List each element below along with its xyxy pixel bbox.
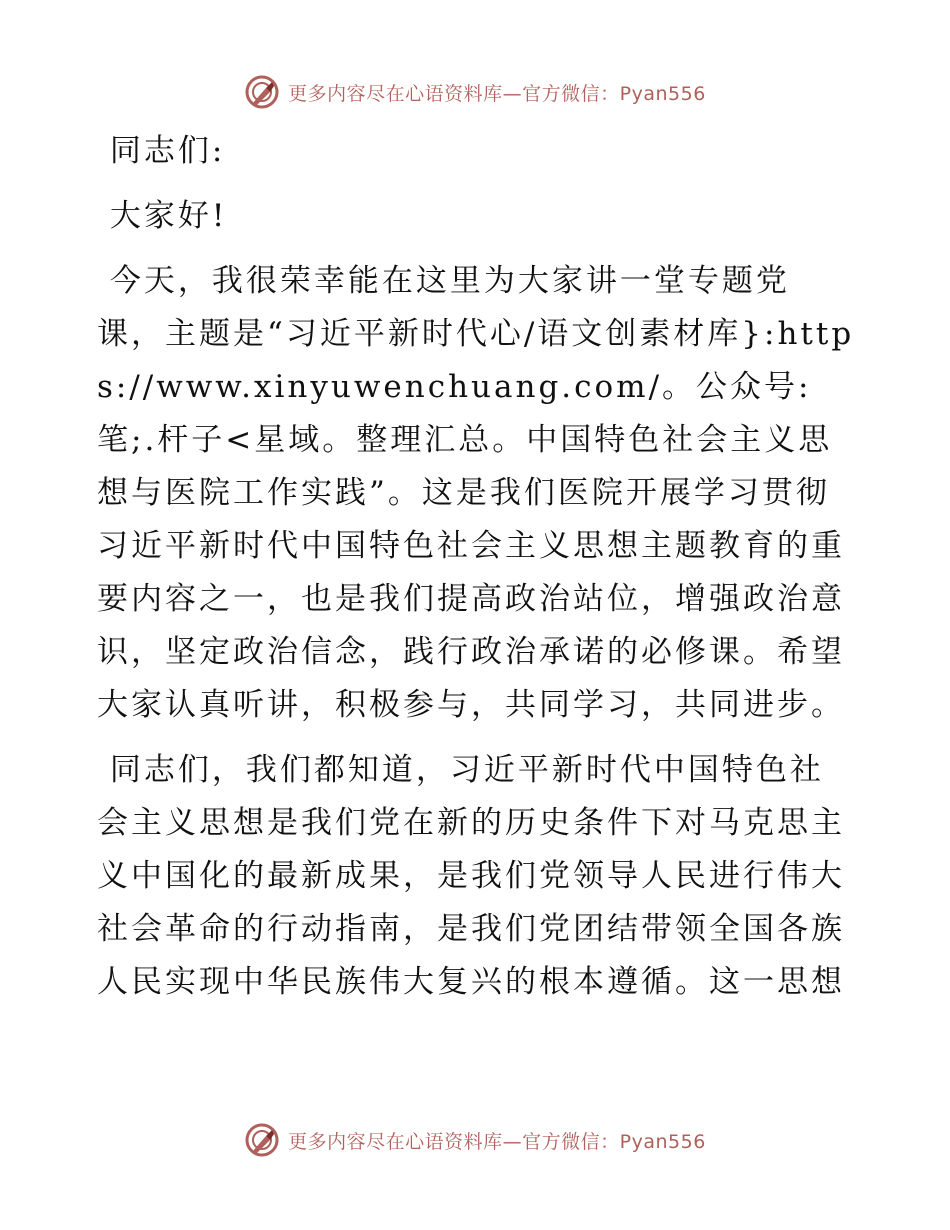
document-body bbox=[97, 125, 857, 1009]
paragraph-2: 同志们，我们都知道，习近平新时代中国特色社会主义思想是我们党在新的历史条件下对马克思主义中国化的最新成果，是我们党领导人民进行伟大社会革命的行动指南，是我们党团结带领全国各族人民实现中华民族伟大复兴的根本遵循。这一思想 bbox=[97, 752, 845, 1000]
pen-logo-icon bbox=[244, 74, 280, 110]
greeting: 大家好! bbox=[97, 198, 228, 234]
paragraph-1: 今天，我很荣幸能在这里为大家讲一堂专题党课，主题是“习近平新时代心/语文创素材库}:https://www.xinyuwenchuang.com/。公众号:笔;.杆子<星域。整理汇总。中国特色社会主义思想与医院工作实践”。这是我们医院开展学习贯彻习近平新时代中国特色社会主义思想主题教育的重要内容之一，也是我们提高政治站位，增强政治意识，坚定政治信念，践行政治承诺的必修课。希望大家认真听讲，积极参与，共同学习，共同进步。 bbox=[97, 263, 855, 723]
footer-banner bbox=[0, 1118, 950, 1162]
salutation: 同志们: bbox=[97, 133, 226, 169]
footer-banner-text: 更多内容尽在心语资料库—官方微信：Pyan556 bbox=[288, 1130, 706, 1153]
header-banner-text: 更多内容尽在心语资料库—官方微信：Pyan556 bbox=[288, 82, 706, 105]
pen-logo-icon bbox=[244, 1122, 280, 1158]
header-banner bbox=[0, 70, 950, 114]
